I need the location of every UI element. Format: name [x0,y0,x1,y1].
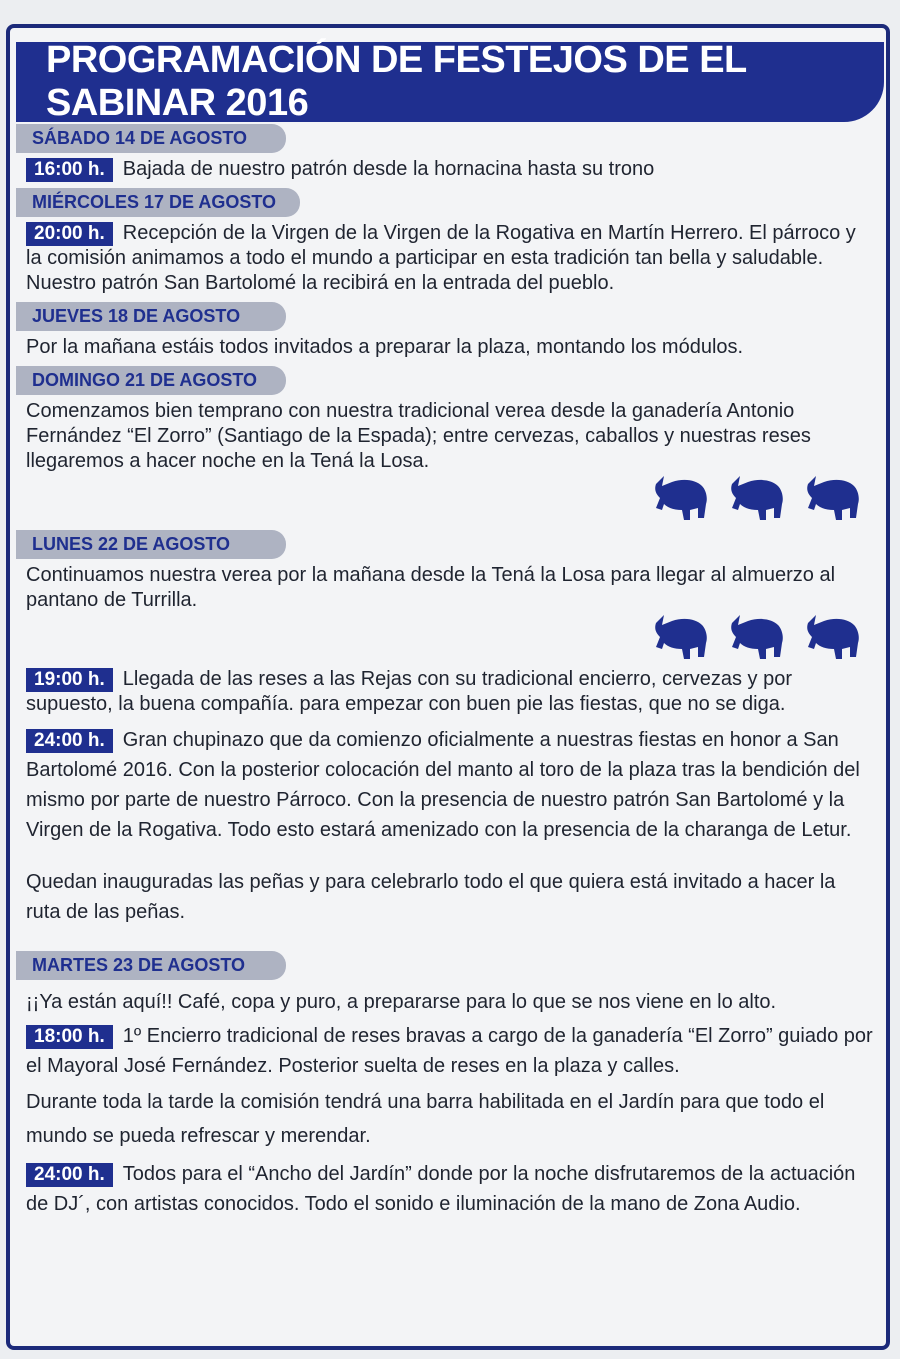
entry [26,221,884,296]
entry-text: Gran chupinazo que da comienzo oficialmente a nuestras fiestas en honor a San Bartolomé 2016. Con la posterior colocación del manto al toro de la plaza tras la bendición del mismo por parte de nuestro Párroco. Con la presencia de nuestro patrón San Bartolomé y la Virgen de la Rogativa. Todo esto estará amenizado con la presencia de la charanga de Letur. [26,729,860,841]
entry-text: Quedan inauguradas las peñas y para celebrarlo todo el que quiera está invitado a hacer la ruta de las peñas. [26,871,836,923]
entry [26,990,884,1015]
day-heading: MARTES 23 DE AGOSTO [16,951,286,980]
entry [26,1159,884,1219]
time-badge: 20:00 h. [26,222,113,246]
entry [26,725,884,845]
bull-icon [726,609,788,663]
day-heading: SÁBADO 14 DE AGOSTO [16,124,286,153]
bull-icon [802,609,864,663]
spacer [16,927,884,945]
program [16,118,884,1219]
spacer [16,845,884,863]
bull-row [16,470,884,524]
entry-text: Durante toda la tarde la comisión tendrá una barra habilitada en el Jardín para que todo el mundo se pueda refrescar y merendar. [26,1091,825,1147]
time-badge: 16:00 h. [26,158,113,182]
bull-icon [802,470,864,524]
entry [26,1021,884,1081]
time-badge: 24:00 h. [26,729,113,753]
entry [26,335,884,360]
bull-row [16,609,884,663]
entry-text: Comenzamos bien temprano con nuestra tradicional verea desde la ganadería Antonio Fernández “El Zorro” (Santiago de la Espada); entre cervezas, caballos y nuestras reses llegaremos a hacer noche en la Tená la Losa. [26,400,811,472]
entry-text: Por la mañana estáis todos invitados a preparar la plaza, montando los módulos. [26,336,744,358]
entry [26,157,884,182]
entry [26,667,884,717]
entry [26,563,884,613]
entry-text: ¡¡Ya están aquí!! Café, copa y puro, a prepararse para lo que se nos viene en lo alto. [26,991,777,1013]
time-badge: 19:00 h. [26,668,113,692]
entry-text: Bajada de nuestro patrón desde la hornacina hasta su trono [122,158,655,180]
page-title: PROGRAMACIÓN DE FESTEJOS DE EL SABINAR 2016 [16,42,884,122]
time-badge: 18:00 h. [26,1025,113,1049]
entry [26,867,884,927]
entry-text: 1º Encierro tradicional de reses bravas a cargo de la ganadería “El Zorro” guiado por el Mayoral José Fernández. Posterior suelta de reses en la plaza y calles. [26,1025,873,1077]
bull-icon [650,609,712,663]
day-heading: MIÉRCOLES 17 DE AGOSTO [16,188,300,217]
entry [26,399,884,474]
time-badge: 24:00 h. [26,1163,113,1187]
entry-text: Llegada de las reses a las Rejas con su tradicional encierro, cervezas y por supuesto, la buena compañía. para empezar con buen pie las fiestas, que no se diga. [26,668,793,715]
entry-text: Continuamos nuestra verea por la mañana desde la Tená la Losa para llegar al almuerzo al pantano de Turrilla. [26,564,836,611]
bull-icon [726,470,788,524]
entry-text: Todos para el “Ancho del Jardín” donde por la noche disfrutaremos de la actuación de DJ´, con artistas conocidos. Todo el sonido e iluminación de la mano de Zona Audio. [26,1163,856,1215]
day-heading: DOMINGO 21 DE AGOSTO [16,366,286,395]
bull-icon [650,470,712,524]
day-heading: LUNES 22 DE AGOSTO [16,530,286,559]
entry [26,1085,884,1153]
entry-text: Recepción de la Virgen de la Virgen de la Rogativa en Martín Herrero. El párroco y la comisión animamos a todo el mundo a participar en esta tradición tan bella y saludable. Nuestro patrón San Bartolomé la recibirá en la entrada del pueblo. [26,222,856,294]
day-heading: JUEVES 18 DE AGOSTO [16,302,286,331]
